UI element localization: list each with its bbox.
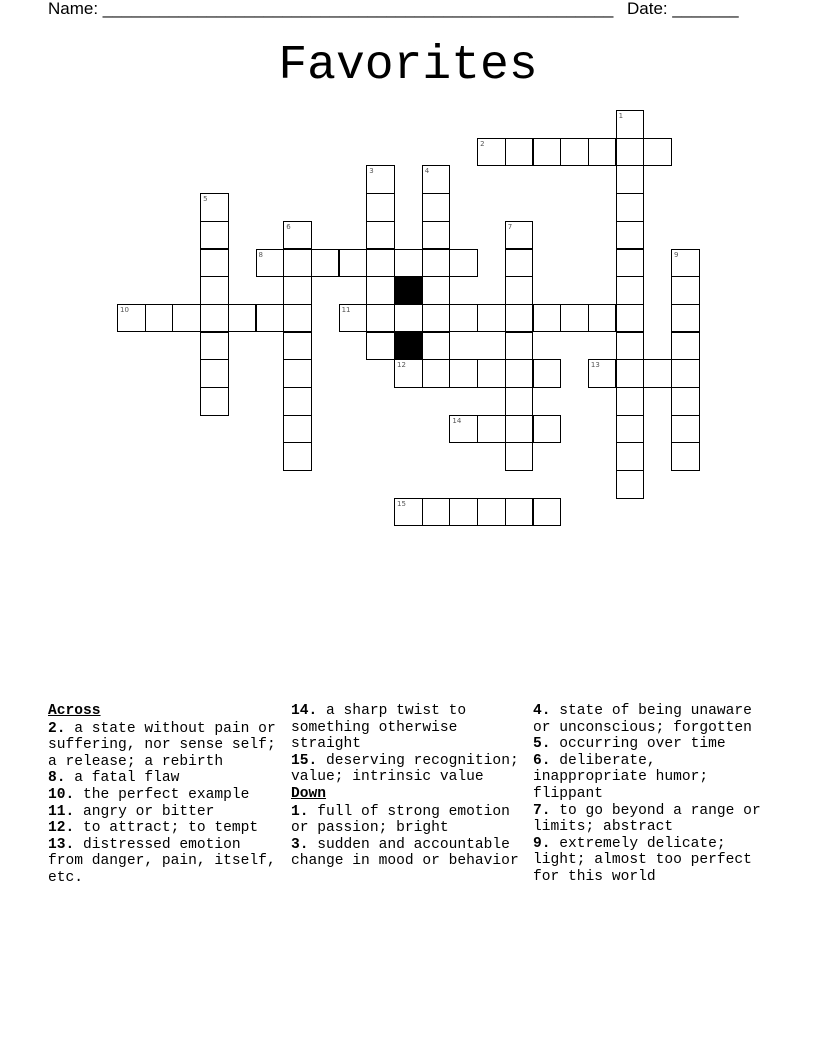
- grid-cell[interactable]: [616, 110, 645, 139]
- grid-cell[interactable]: [616, 304, 645, 333]
- clue-number: 13: [590, 361, 600, 370]
- grid-cell[interactable]: [505, 276, 534, 305]
- grid-cell[interactable]: [449, 498, 478, 527]
- clue-number: 3: [369, 167, 374, 176]
- grid-cell[interactable]: [588, 304, 617, 333]
- grid-cell[interactable]: [366, 276, 395, 305]
- clue-text: the perfect example: [74, 786, 250, 803]
- clue-number-label: 13.: [48, 836, 75, 853]
- grid-cell[interactable]: [505, 304, 534, 333]
- grid-cell[interactable]: [200, 193, 229, 222]
- clue-number: 9: [674, 250, 679, 259]
- grid-cell[interactable]: [394, 359, 423, 388]
- clue-text: distressed emotion from danger, pain, itself, etc.: [48, 836, 276, 886]
- grid-cell[interactable]: [477, 498, 506, 527]
- clue-number: 6: [286, 222, 291, 231]
- clue-number: 5: [203, 195, 208, 204]
- across-clue: [48, 787, 284, 804]
- grid-cell[interactable]: [449, 249, 478, 278]
- grid-cell[interactable]: [394, 498, 423, 527]
- grid-cell[interactable]: [477, 359, 506, 388]
- clue-number: 15: [397, 499, 406, 508]
- black-cell: [394, 276, 423, 305]
- grid-cell[interactable]: [200, 276, 229, 305]
- clue-number-label: 4.: [533, 703, 551, 719]
- grid-cell[interactable]: [366, 249, 395, 278]
- clue-number-label: 14.: [291, 703, 318, 719]
- page-title: Favorites: [278, 39, 538, 93]
- grid-cell[interactable]: [477, 415, 506, 444]
- across-clue: [291, 753, 527, 786]
- down-clue: [533, 736, 769, 753]
- grid-cell[interactable]: [616, 415, 645, 444]
- clue-number-label: 3.: [291, 836, 309, 853]
- grid-cell[interactable]: [394, 304, 423, 333]
- grid-cell[interactable]: [366, 193, 395, 222]
- down-clue: [291, 804, 527, 837]
- grid-cell[interactable]: [200, 221, 229, 250]
- clue-number: 1: [618, 112, 624, 120]
- clue-text: occurring over time: [550, 736, 726, 753]
- grid-cell[interactable]: [616, 221, 645, 250]
- grid-cell[interactable]: [394, 249, 423, 278]
- grid-cell[interactable]: [560, 138, 589, 167]
- clue-number-label: 6.: [533, 752, 551, 769]
- grid-cell[interactable]: [283, 276, 312, 305]
- grid-cell[interactable]: [366, 165, 395, 194]
- grid-cell[interactable]: [671, 249, 700, 278]
- grid-cell[interactable]: [422, 276, 451, 305]
- grid-cell[interactable]: [422, 249, 451, 278]
- grid-cell[interactable]: [200, 304, 229, 333]
- grid-cell[interactable]: [449, 359, 478, 388]
- grid-cell[interactable]: [422, 304, 451, 333]
- grid-cell[interactable]: [422, 332, 451, 361]
- across-clue: [48, 770, 284, 787]
- grid-cell[interactable]: [200, 359, 229, 388]
- across-clue: [48, 837, 284, 887]
- clue-text: to go beyond a range or limits; abstract: [533, 802, 761, 836]
- grid-cell[interactable]: [256, 304, 285, 333]
- grid-cell[interactable]: [449, 415, 478, 444]
- clue-text: a state without pain or suffering, nor sense self; a release; a rebirth: [48, 720, 276, 770]
- clue-number-label: 1.: [291, 803, 309, 820]
- grid-cell[interactable]: [505, 138, 534, 167]
- across-clue: [48, 721, 284, 771]
- clue-text: deserving recognition; value; intrinsic value: [291, 752, 519, 786]
- grid-cell[interactable]: [671, 442, 700, 471]
- grid-cell[interactable]: [505, 387, 534, 416]
- clue-text: deliberate, inappropriate humor; flippant: [533, 752, 709, 802]
- grid-cell[interactable]: [200, 249, 229, 278]
- grid-cell[interactable]: [505, 359, 534, 388]
- grid-cell[interactable]: [616, 332, 645, 361]
- down-clue: [533, 836, 769, 886]
- down-clue: [533, 803, 769, 836]
- clue-number: 2: [480, 139, 485, 148]
- grid-cell[interactable]: [671, 359, 700, 388]
- grid-cell[interactable]: [477, 138, 506, 167]
- grid-cell[interactable]: [145, 304, 174, 333]
- clue-number-label: 9.: [533, 835, 551, 852]
- grid-cell[interactable]: [671, 276, 700, 305]
- grid-cell[interactable]: [366, 304, 395, 333]
- grid-cell[interactable]: [172, 304, 201, 333]
- clue-number: 12: [397, 361, 406, 370]
- clue-text: state of being unaware or unconscious; forgotten: [533, 703, 752, 736]
- grid-cell[interactable]: [366, 221, 395, 250]
- grid-cell[interactable]: [283, 415, 312, 444]
- grid-cell[interactable]: [533, 415, 562, 444]
- grid-cell[interactable]: [311, 249, 340, 278]
- grid-cell[interactable]: [616, 470, 645, 499]
- across-clue: [291, 703, 527, 753]
- clue-number: 10: [120, 305, 129, 314]
- grid-cell[interactable]: [283, 304, 312, 333]
- name-field-label[interactable]: Name: ______________________________________________________: [48, 0, 614, 18]
- grid-cell[interactable]: [339, 249, 368, 278]
- grid-cell[interactable]: [616, 442, 645, 471]
- grid-cell[interactable]: [588, 138, 617, 167]
- grid-cell[interactable]: [339, 304, 368, 333]
- grid-cell[interactable]: [616, 249, 645, 278]
- clue-number: 7: [507, 222, 513, 231]
- clue-number: 8: [258, 250, 263, 259]
- grid-cell[interactable]: [616, 165, 645, 194]
- date-field-label[interactable]: Date: _______: [627, 0, 739, 18]
- grid-cell[interactable]: [505, 221, 534, 250]
- grid-cell[interactable]: [449, 304, 478, 333]
- down-heading: Down: [291, 785, 327, 802]
- down-clue: [533, 703, 769, 736]
- grid-cell[interactable]: [200, 387, 229, 416]
- clue-number: 4: [424, 167, 430, 176]
- grid-cell[interactable]: [283, 249, 312, 278]
- grid-cell[interactable]: [283, 387, 312, 416]
- grid-cell[interactable]: [505, 442, 534, 471]
- black-cell: [394, 332, 423, 361]
- clue-column-1: [48, 703, 284, 887]
- clue-text: full of strong emotion or passion; bright: [291, 803, 510, 837]
- grid-cell[interactable]: [200, 332, 229, 361]
- grid-cell[interactable]: [616, 359, 645, 388]
- clue-text: to attract; to tempt: [74, 820, 259, 837]
- grid-cell[interactable]: [533, 304, 562, 333]
- grid-cell[interactable]: [671, 332, 700, 361]
- clue-number-label: 7.: [533, 802, 551, 819]
- down-clue: [291, 837, 527, 870]
- grid-cell[interactable]: [283, 442, 312, 471]
- clue-number-label: 12.: [48, 820, 75, 837]
- grid-cell[interactable]: [422, 221, 451, 250]
- grid-cell[interactable]: [533, 498, 562, 527]
- grid-cell[interactable]: [533, 359, 562, 388]
- grid-cell[interactable]: [256, 249, 285, 278]
- grid-cell[interactable]: [422, 498, 451, 527]
- grid-cell[interactable]: [422, 165, 451, 194]
- grid-cell[interactable]: [117, 304, 146, 333]
- grid-cell[interactable]: [283, 332, 312, 361]
- grid-cell[interactable]: [422, 359, 451, 388]
- grid-cell[interactable]: [616, 138, 645, 167]
- grid-cell[interactable]: [283, 359, 312, 388]
- grid-cell[interactable]: [616, 387, 645, 416]
- clue-number-label: 8.: [48, 770, 66, 787]
- clue-number-label: 11.: [48, 803, 75, 820]
- grid-cell[interactable]: [228, 304, 257, 333]
- clue-text: a sharp twist to something otherwise straight: [291, 703, 467, 753]
- grid-cell[interactable]: [671, 415, 700, 444]
- grid-cell[interactable]: [588, 359, 617, 388]
- grid-cell[interactable]: [477, 304, 506, 333]
- clue-text: a fatal flaw: [65, 770, 180, 787]
- grid-cell[interactable]: [616, 276, 645, 305]
- clue-column-3: [533, 703, 769, 886]
- clue-text: sudden and accountable change in mood or behavior: [291, 836, 519, 870]
- grid-cell[interactable]: [643, 138, 672, 167]
- clue-number-label: 15.: [291, 752, 318, 769]
- grid-cell[interactable]: [533, 138, 562, 167]
- grid-cell[interactable]: [671, 387, 700, 416]
- grid-cell[interactable]: [505, 332, 534, 361]
- clue-number-label: 5.: [533, 736, 551, 753]
- clue-number: 11: [341, 305, 351, 314]
- clue-text: angry or bitter: [74, 803, 215, 820]
- grid-cell[interactable]: [505, 249, 534, 278]
- grid-cell[interactable]: [505, 415, 534, 444]
- grid-cell[interactable]: [560, 304, 589, 333]
- across-clue: [48, 804, 284, 821]
- clue-column-2: [291, 703, 527, 870]
- grid-cell[interactable]: [671, 304, 700, 333]
- clue-number-label: 10.: [48, 786, 75, 803]
- clue-number-label: 2.: [48, 720, 66, 737]
- grid-cell[interactable]: [616, 193, 645, 222]
- across-heading: Across: [48, 703, 101, 719]
- grid-cell[interactable]: [422, 193, 451, 222]
- grid-cell[interactable]: [505, 498, 534, 527]
- clue-text: extremely delicate; light; almost too perfect for this world: [533, 835, 752, 885]
- across-clue: [48, 820, 284, 837]
- grid-cell[interactable]: [366, 332, 395, 361]
- grid-cell[interactable]: [643, 359, 672, 388]
- grid-cell[interactable]: [283, 221, 312, 250]
- down-clue: [533, 753, 769, 803]
- clue-number: 14: [452, 416, 462, 425]
